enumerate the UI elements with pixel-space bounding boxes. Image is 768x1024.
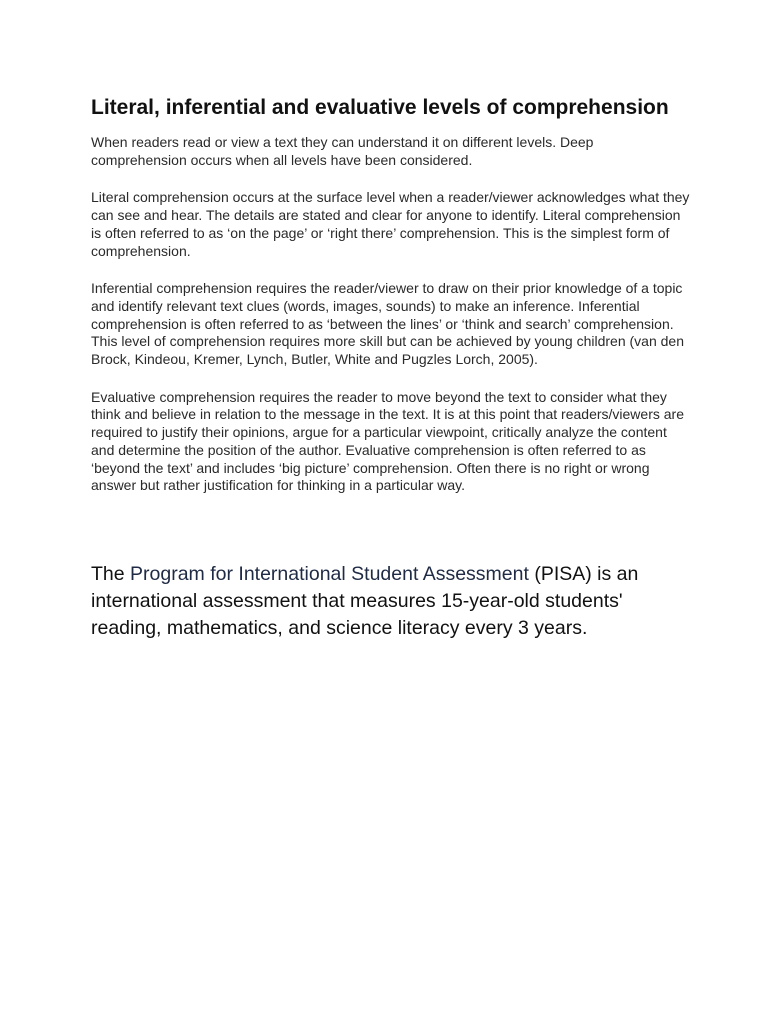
pisa-prefix: The [91,562,131,585]
pisa-paragraph [91,561,691,642]
paragraph-inferential: Inferential comprehension requires the reader/viewer to draw on their prior knowledge of a topic and identify relevant text clues (words, images, sounds) to make an inference. Inferential comprehension is often referred to as ‘between the lines’ or ‘think and search’ comprehension. This level of comprehension requires more skill but can be achieved by young children (van den Brock, Kindeou, Kremer, Lynch, Butler, White and Pugzles Lorch, 2005). [91,280,684,368]
pisa-program-name: Program for International Student Assessment [130,562,529,585]
paragraph-intro: When readers read or view a text they can understand it on different levels. Deep comprehension occurs when all levels have been considered. [91,134,594,168]
paragraph-evaluative: Evaluative comprehension requires the reader to move beyond the text to consider what they think and believe in relation to the message in the text. It is at this point that readers/viewers are required to justify their opinions, argue for a particular viewpoint, critically analyze the content and determine the position of the author. Evaluative comprehension is often referred to as ‘beyond the text’ and includes ‘big picture’ comprehension. Often there is no right or wrong answer but rather justification for thinking in a particular way. [91,388,684,494]
document-page [91,94,691,642]
pisa-suffix: (PISA) is an international assessment that measures 15-year-old students' reading, mathematics, and science literacy every 3 years. [91,562,639,639]
page-title: Literal, inferential and evaluative levels of comprehension [91,96,669,119]
paragraph-literal: Literal comprehension occurs at the surface level when a reader/viewer acknowledges what they can see and hear. The details are stated and clear for anyone to identify. Literal comprehension is often referred to as ‘on the page’ or ‘right there’ comprehension. This is the simplest form of comprehension. [91,189,690,259]
